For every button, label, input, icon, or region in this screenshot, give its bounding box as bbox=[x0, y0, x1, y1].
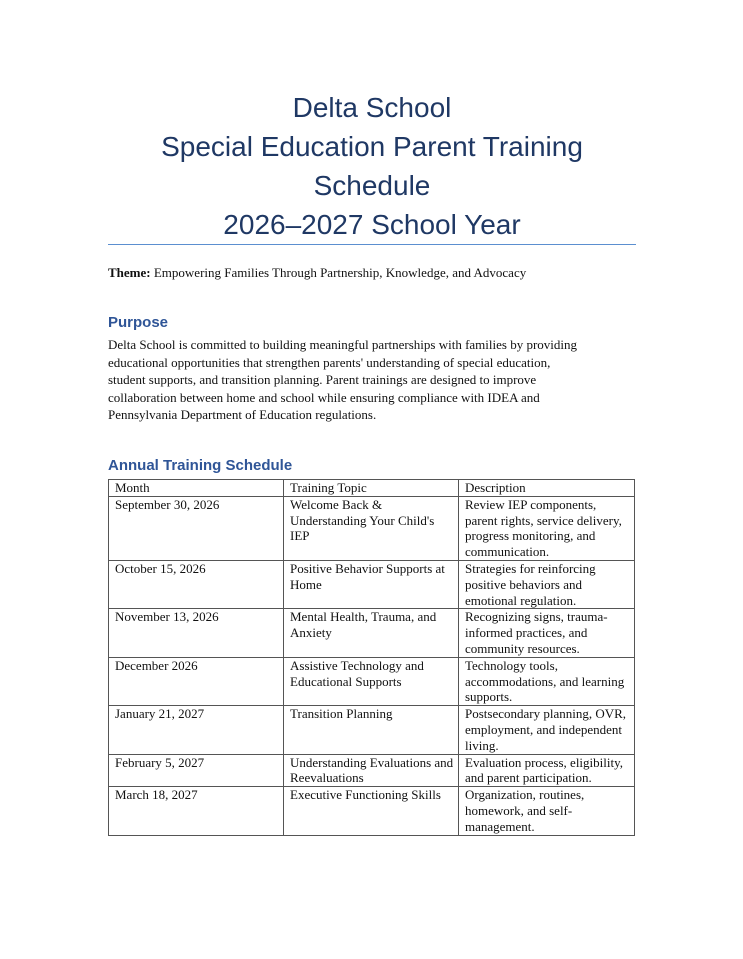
purpose-line: collaboration between home and school while ensuring compliance with IDEA and bbox=[108, 389, 540, 405]
title-line-school: Delta School bbox=[292, 92, 452, 123]
column-header-month: Month bbox=[109, 480, 284, 497]
theme-text: Empowering Families Through Partnership, Knowledge, and Advocacy bbox=[150, 265, 527, 280]
month-cell: September 30, 2026 bbox=[109, 496, 284, 560]
month-cell: February 5, 2027 bbox=[109, 754, 284, 787]
purpose-line: Delta School is committed to building meaningful partnerships with families by providing bbox=[108, 337, 578, 352]
topic-cell: Transition Planning bbox=[284, 706, 459, 754]
title-line-program: Special Education Parent Training bbox=[161, 131, 583, 162]
table-row bbox=[109, 496, 635, 560]
table-row bbox=[109, 787, 635, 835]
table-row bbox=[109, 609, 635, 657]
month-cell: October 15, 2026 bbox=[109, 560, 284, 608]
month-cell: November 13, 2026 bbox=[109, 609, 284, 657]
purpose-line: student supports, and transition planning. Parent trainings are designed to improve bbox=[108, 372, 537, 388]
month-cell: December 2026 bbox=[109, 657, 284, 705]
month-cell: March 18, 2027 bbox=[109, 787, 284, 835]
title-divider bbox=[108, 244, 636, 245]
table-header-row bbox=[109, 480, 635, 497]
topic-cell: Mental Health, Trauma, and Anxiety bbox=[284, 609, 459, 657]
table-row bbox=[109, 754, 635, 787]
title-line-schedule: Schedule bbox=[313, 170, 431, 201]
purpose-line: Pennsylvania Department of Education regulations. bbox=[108, 407, 377, 423]
topic-cell: Positive Behavior Supports at Home bbox=[284, 560, 459, 608]
table-row bbox=[109, 706, 635, 754]
topic-cell: Assistive Technology and Educational Supports bbox=[284, 657, 459, 705]
description-cell: Evaluation process, eligibility, and parent participation. bbox=[459, 754, 635, 787]
purpose-line: educational opportunities that strengthen parents' understanding of special education, bbox=[108, 354, 551, 370]
topic-cell: Understanding Evaluations and Reevaluations bbox=[284, 754, 459, 787]
theme-line bbox=[108, 265, 526, 281]
purpose-heading: Purpose bbox=[108, 314, 169, 331]
column-header-topic: Training Topic bbox=[284, 480, 459, 497]
theme-label: Theme: bbox=[108, 265, 151, 280]
table-row bbox=[109, 560, 635, 608]
description-cell: Postsecondary planning, OVR, employment, and independent living. bbox=[459, 706, 635, 754]
description-cell: Recognizing signs, trauma-informed practices, and community resources. bbox=[459, 609, 635, 657]
topic-cell: Executive Functioning Skills bbox=[284, 787, 459, 835]
description-cell: Organization, routines, homework, and self-management. bbox=[459, 787, 635, 835]
description-cell: Review IEP components, parent rights, service delivery, progress monitoring, and communication. bbox=[459, 496, 635, 560]
purpose-paragraph bbox=[108, 336, 638, 424]
description-cell: Strategies for reinforcing positive behaviors and emotional regulation. bbox=[459, 560, 635, 608]
month-cell: January 21, 2027 bbox=[109, 706, 284, 754]
schedule-heading: Annual Training Schedule bbox=[108, 457, 293, 474]
column-header-description: Description bbox=[459, 480, 635, 497]
training-schedule-table bbox=[108, 479, 635, 836]
table-row bbox=[109, 657, 635, 705]
description-cell: Technology tools, accommodations, and learning supports. bbox=[459, 657, 635, 705]
document-title bbox=[108, 88, 636, 244]
title-line-year: 2026–2027 School Year bbox=[223, 209, 521, 240]
topic-cell: Welcome Back & Understanding Your Child's IEP bbox=[284, 496, 459, 560]
